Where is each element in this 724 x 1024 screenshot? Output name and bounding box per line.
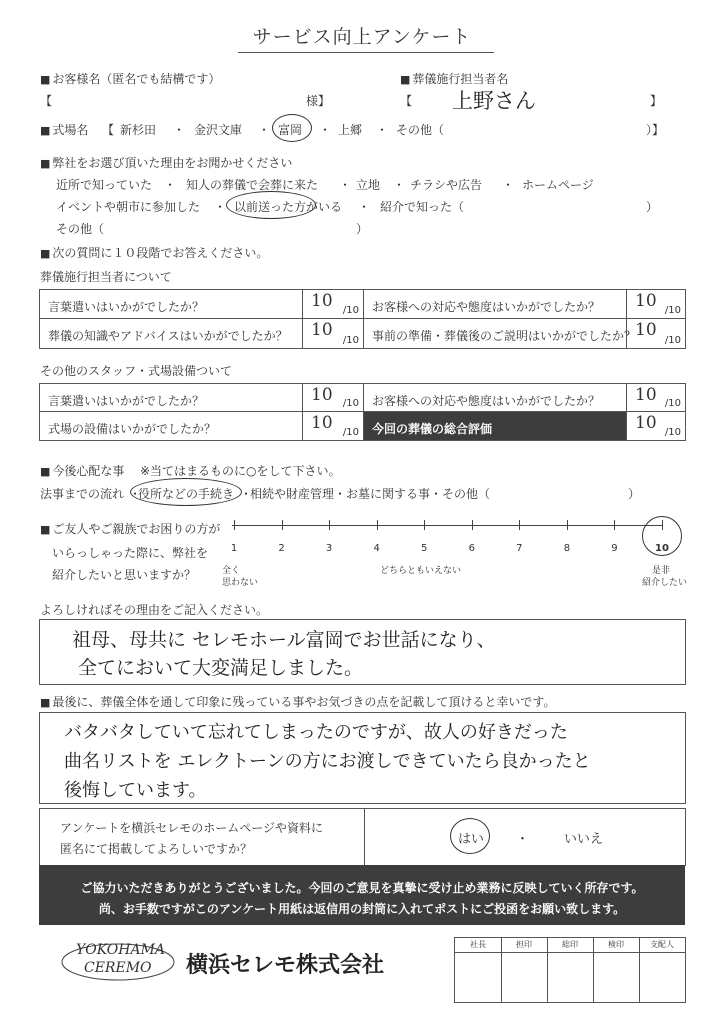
- scale-tick: [614, 520, 615, 530]
- venue-separator: ・: [258, 123, 271, 137]
- impression-text: バタバタしていて忘れてしまったのですが、故人の好きだった: [64, 722, 568, 743]
- rating-question-cell: 言葉遣いはいかがでしたか？: [39, 383, 303, 412]
- publish-divider: [364, 808, 365, 866]
- venue-bracket-open: 【: [102, 123, 115, 137]
- publish-question: 匿名にて掲載してよろしいですか？: [60, 842, 253, 856]
- scale-low-label: 全く: [222, 566, 241, 576]
- staff-name-value[interactable]: 上野さん: [452, 89, 536, 113]
- rating-group-other: その他のスタッフ・式場設備ついて: [40, 364, 233, 378]
- venue-option-shinsugita[interactable]: 新杉田: [120, 123, 157, 137]
- concern-label: ■ 今後心配な事: [40, 462, 124, 479]
- rating-score[interactable]: 10 /10: [626, 289, 686, 319]
- venue-option-kanazawabunko[interactable]: 金沢文庫: [194, 123, 243, 137]
- logo-text-top: YOKOHAMA: [76, 942, 166, 958]
- impression-text: 後悔しています。: [64, 780, 207, 801]
- reason-separator: ・: [164, 178, 177, 192]
- scale-tick: [472, 520, 473, 530]
- publish-no-option[interactable]: いいえ: [564, 832, 604, 847]
- reason-separator: ・: [339, 178, 352, 192]
- reason-separator: ・: [393, 178, 406, 192]
- venue-separator: ・: [376, 123, 389, 137]
- venue-option-kamigo[interactable]: 上郷: [338, 123, 363, 137]
- reason-label: ■ 弊社をお選び頂いた理由をお聞かせください: [40, 154, 292, 171]
- stamp-header: 社長: [470, 940, 486, 949]
- selected-circle-mark: [226, 191, 316, 219]
- selected-circle-mark: [272, 114, 312, 142]
- thanks-text: 尚、お手数ですがこのアンケート用紙は返信用の封筒に入れてポストにご投函をお願い致します。: [98, 902, 626, 916]
- rating-question-cell: お客様への対応や態度はいかがでしたか？: [363, 383, 627, 412]
- logo-text-bottom: CEREMO: [84, 960, 152, 976]
- stamp-header: 検印: [608, 940, 624, 949]
- scale-high-label: 紹介したい: [642, 578, 688, 588]
- customer-bracket-open: 【: [40, 94, 53, 108]
- staff-name-label: ■ 葬儀施行担当者名: [400, 70, 508, 87]
- scale-mid-label: どちらともいえない: [380, 566, 462, 576]
- referral-reason-text: 全てにおいて大変満足しました。: [78, 657, 364, 679]
- reason-option[interactable]: チラシや広告: [410, 178, 483, 192]
- scale-option[interactable]: 5: [421, 543, 428, 554]
- customer-suffix: 様】: [306, 94, 331, 108]
- reason-option-other[interactable]: その他（: [56, 222, 105, 236]
- rating-question-cell: 式場の設備はいかがでしたか？: [39, 411, 303, 441]
- publish-question: アンケートを横浜セレモのホームページや資料に: [60, 821, 324, 835]
- scale-tick: [519, 520, 520, 530]
- impression-label: ■ 最後に、葬儀全体を通して印象に残っている事やお気づきの点を記載して頂けると幸いです。: [40, 693, 555, 710]
- venue-label: ■ 式場名: [40, 121, 88, 138]
- scale-option[interactable]: 2: [278, 543, 285, 554]
- reason-option[interactable]: 紹介で知った（: [380, 200, 465, 214]
- company-name: 横浜セレモ株式会社: [186, 952, 385, 978]
- publish-yes-option[interactable]: はい: [458, 832, 485, 847]
- stamp-table: [454, 937, 686, 1003]
- referral-label-line2: いらっしゃった際に、弊社を: [52, 546, 209, 560]
- venue-bracket-close: ）】: [646, 123, 665, 137]
- stamp-header-line: [455, 952, 685, 953]
- rating-label: ■ 次の質問に１０段階でお答えください。: [40, 244, 268, 261]
- publish-separator: ・: [516, 832, 530, 847]
- reason-option[interactable]: イベントや朝市に参加した: [56, 200, 201, 214]
- scale-tick: [282, 520, 283, 530]
- scale-low-label: 思わない: [222, 578, 259, 588]
- selected-circle-mark: [642, 516, 682, 556]
- venue-separator: ・: [173, 123, 186, 137]
- scale-option[interactable]: 9: [611, 543, 618, 554]
- rating-score[interactable]: 10 /10: [302, 383, 364, 412]
- rating-score[interactable]: 10 /10: [302, 318, 364, 349]
- scale-option[interactable]: 4: [373, 543, 380, 554]
- thanks-band: [39, 865, 685, 925]
- scale-tick: [377, 520, 378, 530]
- venue-option-tomioka[interactable]: 富岡: [278, 123, 303, 137]
- referral-label: ■ ご友人やご親族でお困りの方が: [40, 520, 220, 537]
- rating-score[interactable]: 10 /10: [302, 411, 364, 441]
- rating-question-cell: 事前の準備・葬儀後のご説明はいかがでしたか？: [363, 318, 627, 349]
- overall-rating-score[interactable]: 10 /10: [626, 411, 686, 441]
- stamp-header: 総印: [562, 940, 578, 949]
- concern-separator: ・: [129, 487, 142, 501]
- concern-note: ※当てはまるものに○をして下さい。: [140, 464, 341, 478]
- rating-score[interactable]: 10 /10: [302, 289, 364, 319]
- scale-high-label: 是非: [652, 566, 671, 576]
- staff-bracket-close: 】: [650, 94, 663, 108]
- concern-bracket-close: ）: [628, 487, 641, 501]
- rating-question-cell: 言葉遣いはいかがでしたか？: [39, 289, 303, 319]
- rating-question-cell: 葬儀の知識やアドバイスはいかがでしたか？: [39, 318, 303, 349]
- scale-option[interactable]: 1: [230, 543, 238, 554]
- concern-option[interactable]: 法事までの流れ: [40, 487, 125, 501]
- scale-option[interactable]: 10: [655, 543, 669, 554]
- scale-tick: [424, 520, 425, 530]
- scale-option[interactable]: 8: [563, 543, 571, 554]
- scale-tick: [329, 520, 330, 530]
- referral-reason-label: よろしければその理由をご記入ください。: [40, 603, 269, 617]
- scale-option[interactable]: 6: [468, 543, 475, 554]
- title-underline: [238, 52, 494, 53]
- reason-option[interactable]: 近所で知っていた: [56, 178, 153, 192]
- venue-separator: ・: [319, 123, 332, 137]
- reason-option[interactable]: 立地: [356, 178, 381, 192]
- selected-circle-mark: [450, 818, 490, 854]
- concern-option[interactable]: 相続や財産管理・お墓に関する事・その他（: [250, 487, 491, 501]
- referral-label-line3: 紹介したいと思いますか？: [52, 568, 197, 582]
- reason-separator: ・: [502, 178, 515, 192]
- thanks-text: ご協力いただきありがとうございました。今回のご意見を真摯に受け止め業務に反映していく所存です。: [80, 881, 644, 895]
- impression-text: 曲名リストを エレクトーンの方にお渡しできていたら良かったと: [64, 751, 591, 772]
- stamp-header: 担印: [516, 940, 532, 949]
- venue-option-other[interactable]: その他（: [396, 123, 445, 137]
- company-logo: [58, 940, 178, 984]
- overall-rating-cell: 今回の葬儀の総合評価: [363, 411, 627, 441]
- reason-bracket-close: ）: [646, 200, 659, 214]
- scale-tick: [234, 520, 235, 530]
- scale-option[interactable]: 7: [516, 543, 523, 554]
- reason-separator: ・: [214, 200, 227, 214]
- scale-tick: [567, 520, 568, 530]
- referral-scale-line: [232, 525, 662, 526]
- concern-separator: ・: [240, 487, 253, 501]
- selected-circle-mark: [130, 478, 242, 506]
- reason-option[interactable]: ホームページ: [522, 178, 594, 192]
- concern-option-selected[interactable]: 役所などの手続き: [138, 487, 235, 501]
- rating-question-cell: お客様への対応や態度はいかがでしたか？: [363, 289, 627, 319]
- reason-option-selected[interactable]: 以前送った方がいる: [234, 200, 343, 214]
- staff-bracket-open: 【: [400, 94, 413, 108]
- page-title: サービス向上アンケート: [252, 26, 472, 48]
- reason-option[interactable]: 知人の葬儀で会葬に来た: [186, 178, 319, 192]
- customer-name-label: ■ お客様名（匿名でも結構です）: [40, 70, 220, 87]
- reason-separator: ・: [358, 200, 371, 214]
- stamp-header: 支配人: [650, 940, 674, 949]
- rating-score[interactable]: 10 /10: [626, 318, 686, 349]
- referral-reason-text: 祖母、母共に セレモホール富岡でお世話になり、: [72, 629, 496, 651]
- rating-score[interactable]: 10 /10: [626, 383, 686, 412]
- rating-group-staff: 葬儀施行担当者について: [40, 270, 172, 284]
- scale-option[interactable]: 3: [325, 543, 333, 554]
- reason-bracket-close: ）: [356, 222, 369, 236]
